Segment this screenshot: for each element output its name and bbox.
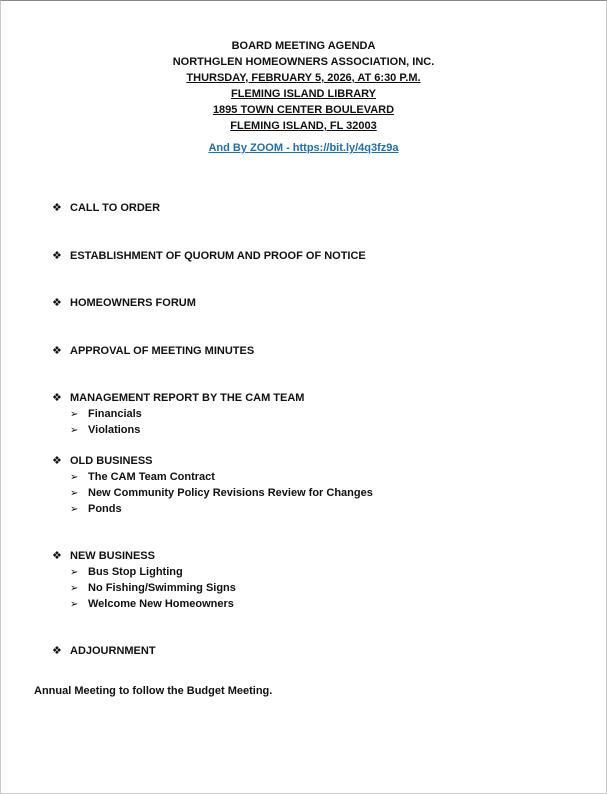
agenda-item-new-business (52, 548, 155, 564)
meeting-city: FLEMING ISLAND, FL 32003 (230, 120, 377, 132)
diamond-bullet-icon: ❖ (52, 392, 62, 404)
diamond-bullet-icon: ❖ (52, 550, 62, 562)
sub-item-label: Violations (88, 424, 141, 436)
agenda-item-management-report (52, 390, 304, 406)
meeting-venue: FLEMING ISLAND LIBRARY (230, 88, 377, 100)
sub-item-financials (70, 406, 142, 422)
arrow-bullet-icon: ➢ (70, 425, 79, 436)
arrow-bullet-icon: ➢ (70, 472, 79, 483)
diamond-bullet-icon: ❖ (52, 250, 62, 262)
agenda-item-homeowners-forum (52, 295, 196, 311)
association-name: NORTHGLEN HOMEOWNERS ASSOCIATION, INC. (172, 56, 435, 68)
agenda-item-old-business (52, 453, 153, 469)
arrow-bullet-icon: ➢ (70, 599, 79, 610)
diamond-bullet-icon: ❖ (52, 202, 62, 214)
agenda-item-label: MANAGEMENT REPORT BY THE CAM TEAM (70, 392, 305, 404)
agenda-item-label: CALL TO ORDER (70, 202, 161, 214)
arrow-bullet-icon: ➢ (70, 504, 79, 515)
diamond-bullet-icon: ❖ (52, 645, 62, 657)
sub-item-no-fishing-signs (70, 580, 236, 596)
agenda-item-label: ADJOURNMENT (70, 645, 156, 657)
sub-item-cam-contract (70, 469, 215, 485)
meeting-street: 1895 TOWN CENTER BOULEVARD (212, 104, 395, 116)
agenda-item-quorum (52, 248, 366, 264)
agenda-item-label: OLD BUSINESS (70, 455, 153, 467)
diamond-bullet-icon: ❖ (52, 297, 62, 309)
diamond-bullet-icon: ❖ (52, 345, 62, 357)
sub-item-label: Bus Stop Lighting (88, 566, 183, 578)
agenda-item-adjournment (52, 643, 156, 659)
sub-item-label: No Fishing/Swimming Signs (88, 582, 236, 594)
diamond-bullet-icon: ❖ (52, 455, 62, 467)
sub-item-bus-stop-lighting (70, 564, 183, 580)
arrow-bullet-icon: ➢ (70, 488, 79, 499)
meeting-date-time: THURSDAY, FEBRUARY 5, 2026, AT 6:30 P.M. (186, 72, 421, 84)
agenda-item-call-to-order (52, 200, 160, 216)
sub-item-label: New Community Policy Revisions Review for Changes (88, 487, 373, 499)
sub-item-label: Financials (88, 408, 142, 420)
sub-item-ponds (70, 501, 122, 517)
agenda-item-approval-minutes (52, 343, 254, 359)
sub-item-policy-revisions (70, 485, 373, 501)
footer-note: Annual Meeting to follow the Budget Meeting. (34, 685, 273, 697)
agenda-item-label: APPROVAL OF MEETING MINUTES (70, 345, 255, 357)
agenda-item-label: HOMEOWNERS FORUM (70, 297, 196, 309)
arrow-bullet-icon: ➢ (70, 583, 79, 594)
agenda-header (1, 38, 606, 154)
sub-item-label: Welcome New Homeowners (88, 598, 234, 610)
sub-item-label: The CAM Team Contract (88, 471, 215, 483)
arrow-bullet-icon: ➢ (70, 409, 79, 420)
sub-item-violations (70, 422, 140, 438)
agenda-item-label: NEW BUSINESS (70, 550, 155, 562)
sub-item-label: Ponds (88, 503, 122, 515)
sub-item-welcome-homeowners (70, 596, 234, 612)
zoom-link[interactable]: And By ZOOM - https://bit.ly/4q3fz9a (208, 142, 399, 154)
arrow-bullet-icon: ➢ (70, 567, 79, 578)
agenda-item-label: ESTABLISHMENT OF QUORUM AND PROOF OF NOTICE (70, 250, 366, 262)
agenda-title: BOARD MEETING AGENDA (231, 40, 376, 52)
